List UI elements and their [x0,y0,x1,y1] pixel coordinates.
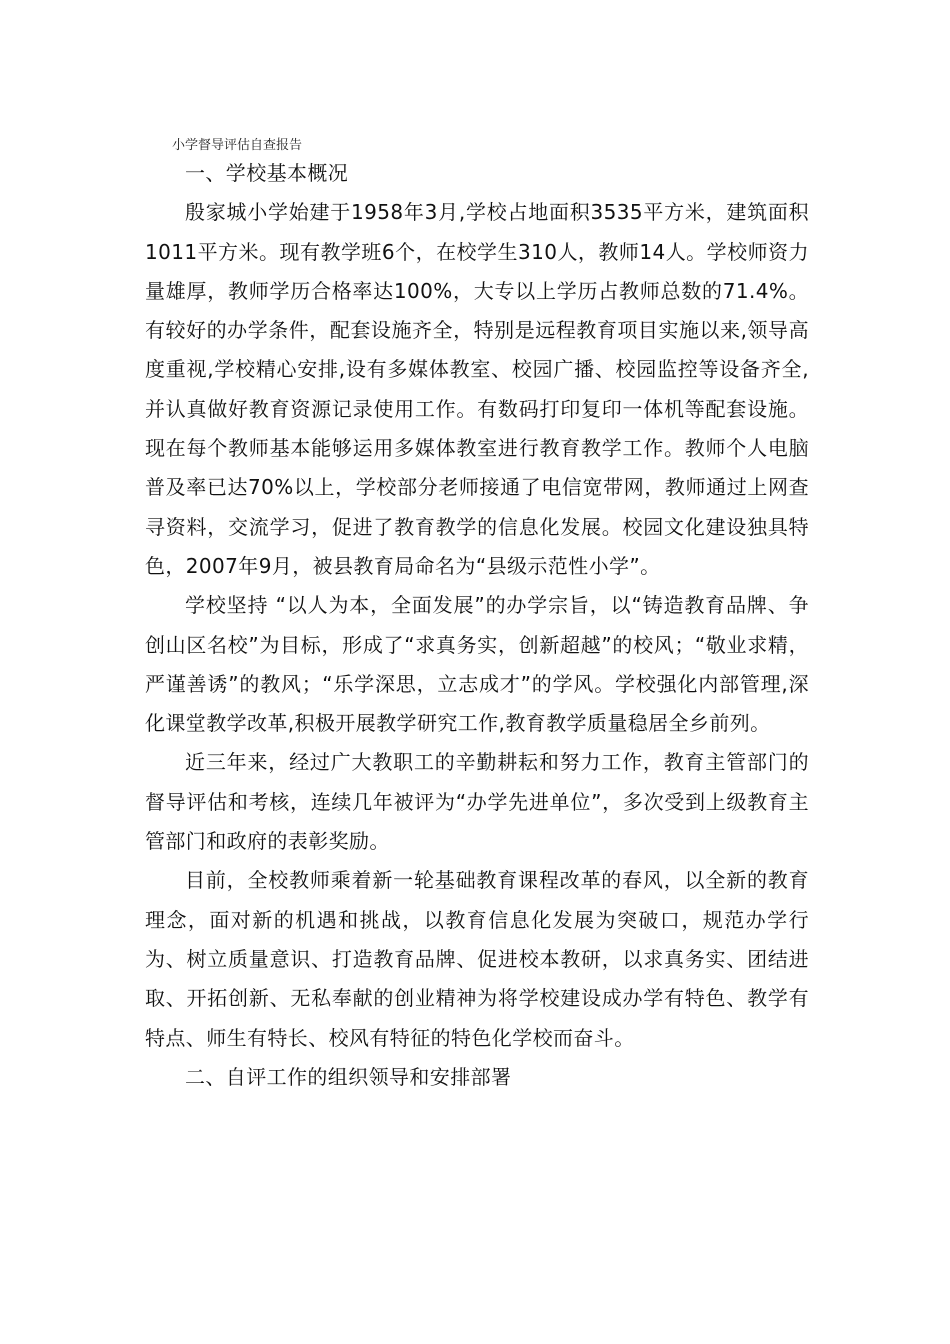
paragraph-current-goals: 目前，全校教师乘着新一轮基础教育课程改革的春风，以全新的教育理念，面对新的机遇和挑战，以教育信息化发展为突破口，规范办学行为、树立质量意识、打造教育品牌、促进校本教研，以求真务实、团结进取、开拓创新、无私奉献的创业精神为将学校建设成办学有特色、教学有特点、师生有特长、校风有特征的特色化学校而奋斗。 [145,868,809,1050]
paragraph-school-motto: 学校坚持 “以人为本，全面发展”的办学宗旨，以“铸造教育品牌、争创山区名校”为目标，形成了“求真务实，创新超越”的校风；“敬业求精，严谨善诱”的教风；“乐学深思，立志成才”的学风。学校强化内部管理,深化课堂教学改革,积极开展教学研究工作,教育教学质量稳居全乡前列。 [145,593,809,736]
paragraph-recent-years: 近三年来，经过广大教职工的辛勤耕耘和努力工作，教育主管部门的督导评估和考核，连续几年被评为“办学先进单位”，多次受到上级教育主管部门和政府的表彰奖励。 [145,750,809,854]
paragraph-school-overview: 殷家城小学始建于1958年3月,学校占地面积3535平方米，建筑面积1011平方米。现有教学班6个，在校学生310人，教师14人。学校师资力量雄厚，教师学历合格率达100%，大专以上学历占教师总数的71.4%。有较好的办学条件，配套设施齐全，特别是远程教育项目实施以来,领导高度重视,学校精心安排,设有多媒体教室、校园广播、校园监控等设备齐全,并认真做好教育资源记录使用工作。有数码打印复印一体机等配套设施。现在每个教师基本能够运用多媒体教室进行教育教学工作。教师个人电脑普及率已达70%以上，学校部分老师接通了电信宽带网，教师通过上网查寻资料，交流学习，促进了教育教学的信息化发展。校园文化建设独具特色，2007年9月，被县教育局命名为“县级示范性小学”。 [145,200,809,578]
section-heading-1: 一、学校基本概况 [185,161,349,185]
section-heading-2: 二、自评工作的组织领导和安排部署 [185,1064,512,1089]
document-body [145,154,809,1097]
document-title: 小学督导评估自查报告 [172,138,303,153]
